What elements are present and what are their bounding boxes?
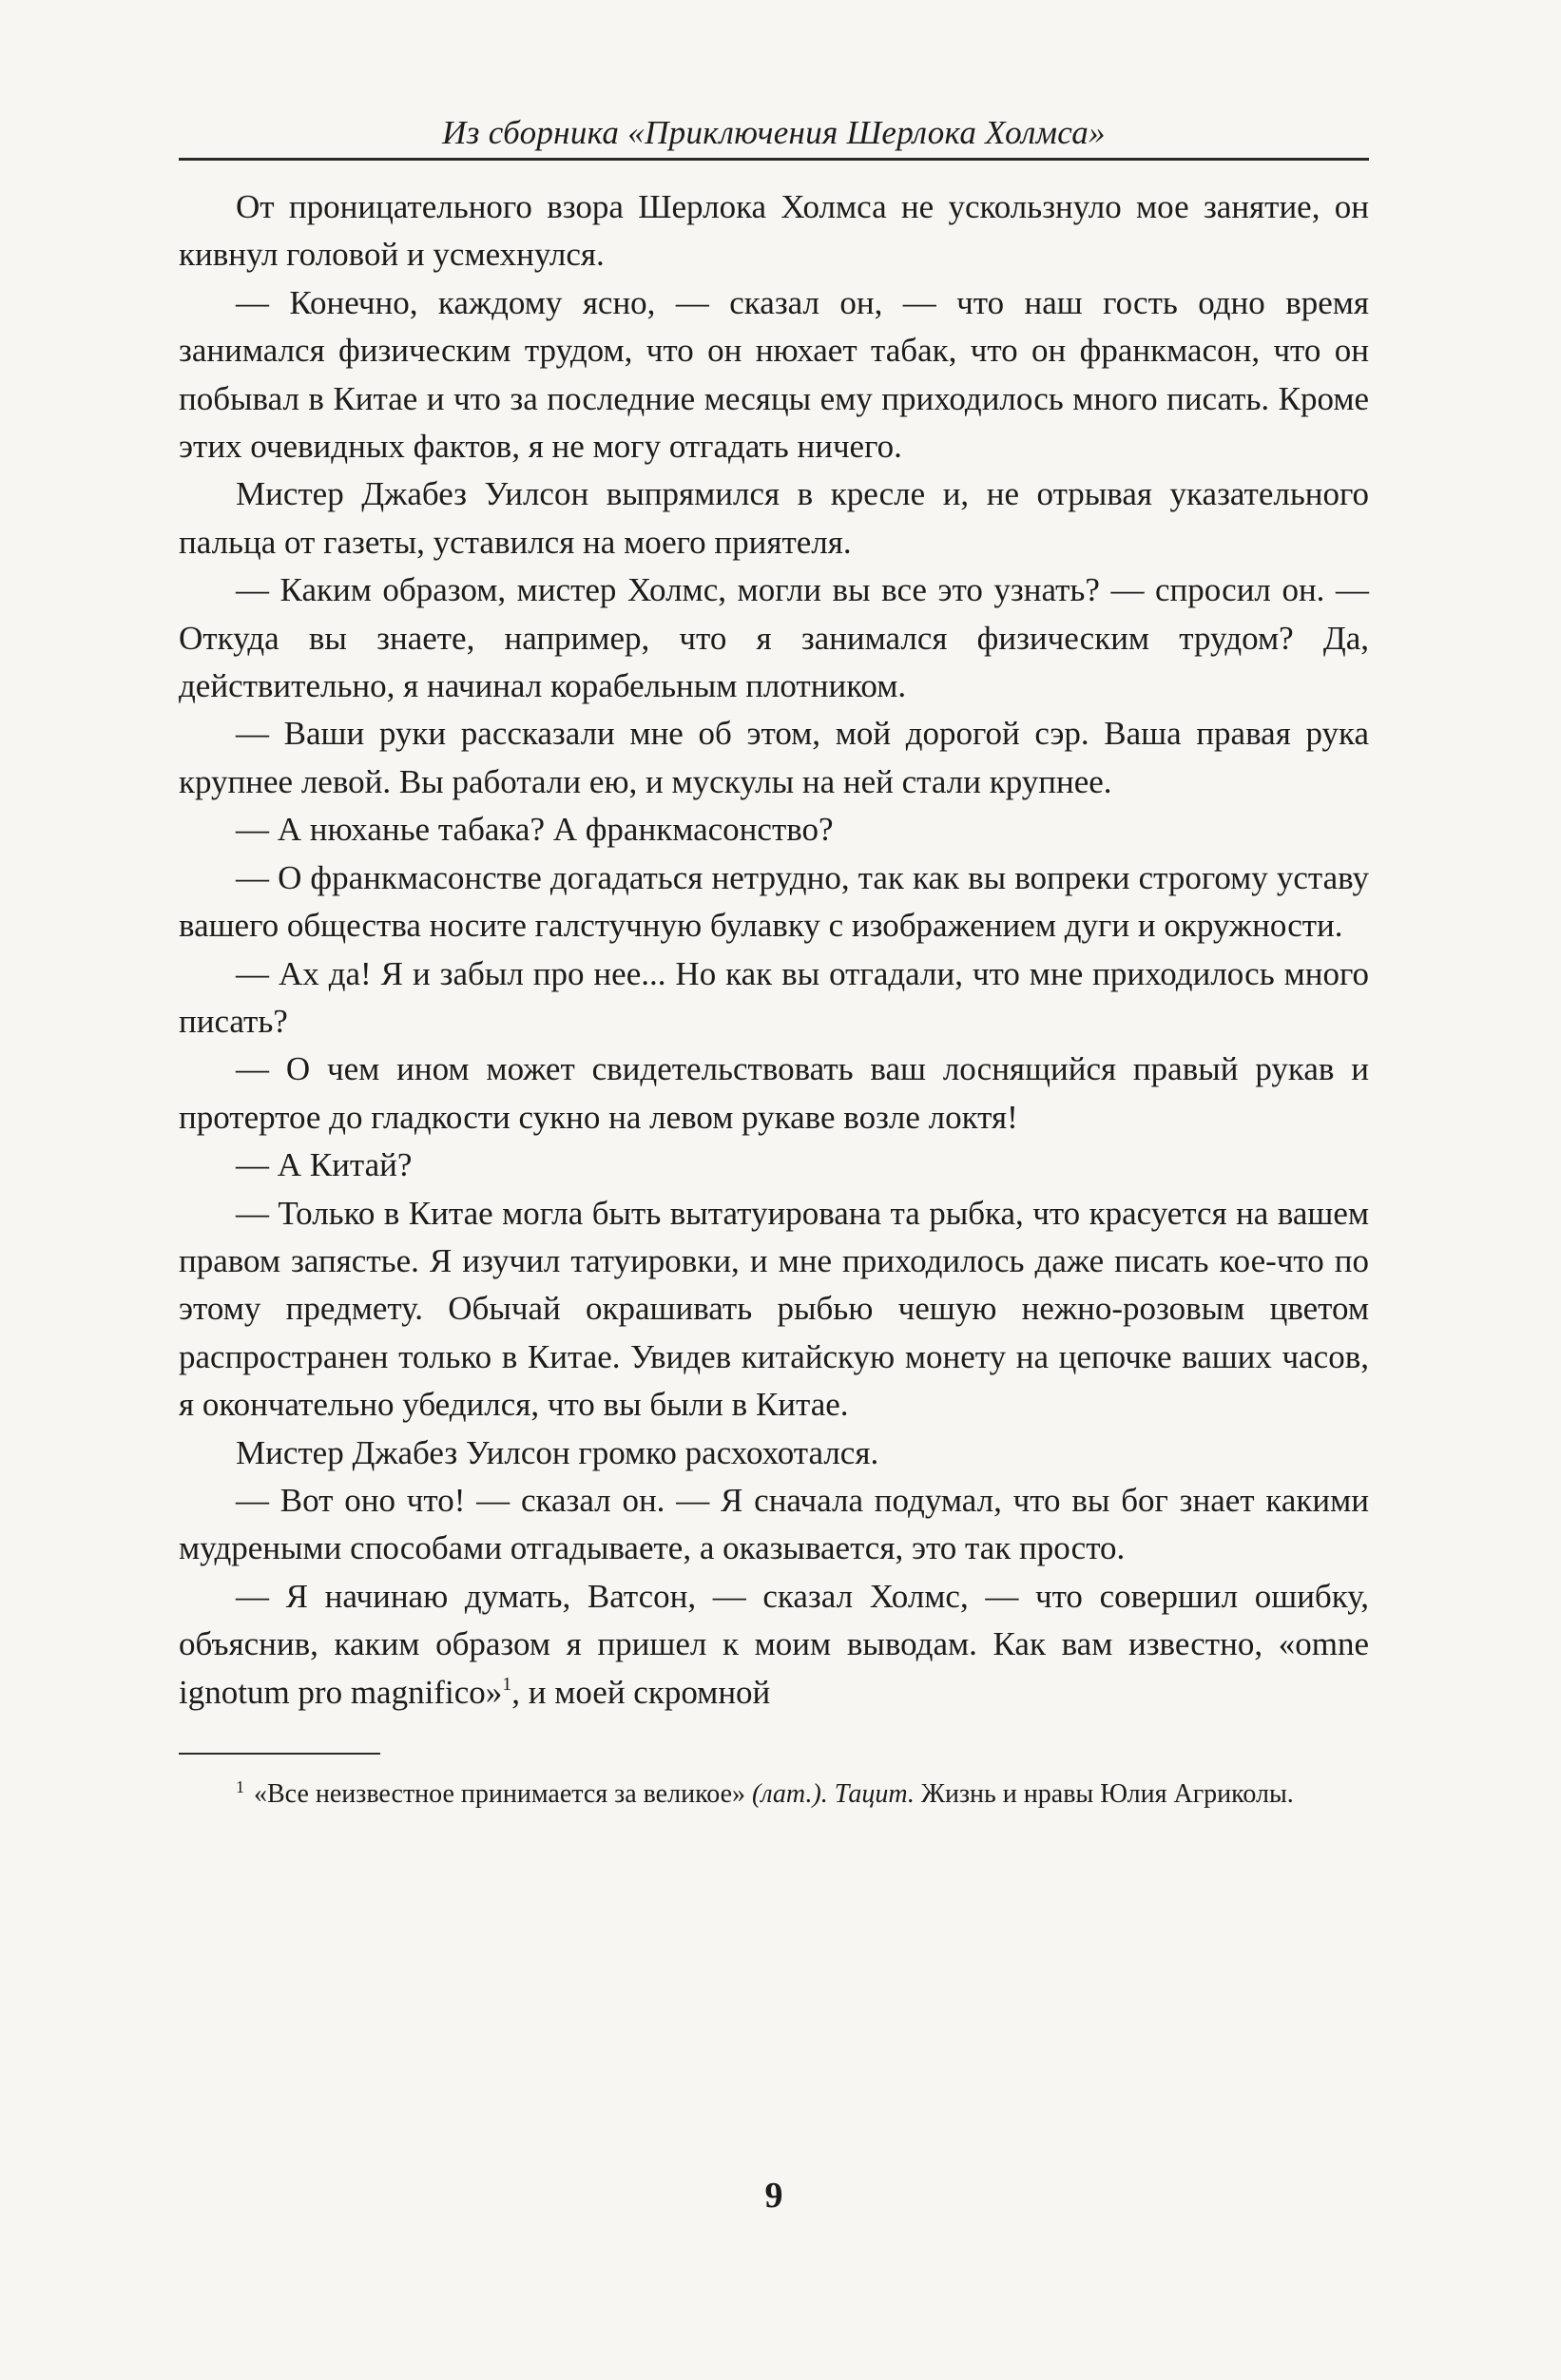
footnote-reference: 1 [502,1673,512,1695]
paragraph: — Конечно, каждому ясно, — сказал он, — что наш гость одно время занимался физическим трудом, что он нюхает табак, что он франкмасон, что он побывал в Китае и что за последние месяцы ему приходилось много писать. Кроме этих очевидных фактов, я не могу отгадать ничего. [179,283,1369,466]
paragraph: — Ваши руки рассказали мне об этом, мой дорогой сэр. Ваша правая рука крупнее левой. Вы работали ею, и мускулы на ней стали крупнее. [179,715,1369,800]
paragraph-text-continued: , и моей скромной [511,1673,771,1711]
paragraph: — Вот оно что! — сказал он. — Я сначала подумал, что вы бог знает какими мудреными способами отгадываете, а оказывается, это так просто. [179,1481,1369,1567]
page [179,112,1369,1815]
running-title: Из сборника «Приключения Шерлока Холмса» [442,114,1106,151]
footnote-rule [179,1753,380,1755]
paragraph: — О чем ином может свидетельствовать ваш лоснящийся правый рукав и протертое до гладкости сукно на левом рукаве возле локтя! [179,1050,1369,1136]
footnote-quote: «Все неизвестное принимается за великое» [254,1779,746,1809]
paragraph: От проницательного взора Шерлока Холмса не ускользнуло мое занятие, он кивнул головой и усмехнулся. [179,188,1369,274]
paragraph: — Только в Китае могла быть вытатуирована та рыбка, что красуется на вашем правом запястье. Я изучил татуировки, и мне приходилось даже писать кое-что по этому предмету. Обычай окрашивать рыбью чешую нежно-розовым цветом распространен только в Китае. Увидев китайскую монету на цепочке ваших часов, я окончательно убедился, что вы были в Китае. [179,1194,1369,1424]
paragraph: — Каким образом, мистер Холмс, могли вы все это узнать? — спросил он. — Откуда вы знаете, например, что я занимался физическим трудом? Да, действительно, я начинал корабельным плотником. [179,571,1369,705]
footnote-author: Тацит. [834,1779,915,1809]
paragraph: Мистер Джабез Уилсон выпрямился в кресле и, не отрывая указательного пальца от газеты, уставился на моего приятеля. [179,475,1369,561]
header-rule [179,158,1369,161]
paragraph: — О франкмасонстве догадаться нетрудно, так как вы вопреки строгому уставу вашего общества носите галстучную булавку с изображением дуги и окружности. [179,858,1369,945]
paragraph-last [179,1573,1369,1717]
footnote [179,1766,1369,1815]
footnote-source: Жизнь и нравы Юлия Агриколы. [920,1779,1294,1809]
footnote-marker: 1 [236,1777,244,1796]
footnote-language: (лат.). [752,1779,828,1809]
page-number: 9 [764,2176,783,2216]
paragraph: — А Китай? [236,1146,413,1184]
paragraph-text: — Я начинаю думать, Ватсон, — сказал Холмс, — что совершил ошибку, объяснив, каким образом я пришел к моим выводам. Как вам известно, «omne ignotum pro magnifico» [179,1577,1369,1711]
paragraph: — А нюханье табака? А франкмасонство? [236,811,834,849]
body-text [179,183,1369,1717]
paragraph: — Ах да! Я и забыл про нее... Но как вы отгадали, что мне приходилось много писать? [179,954,1369,1040]
paragraph: Мистер Джабез Уилсон громко расхохотался. [236,1433,879,1471]
